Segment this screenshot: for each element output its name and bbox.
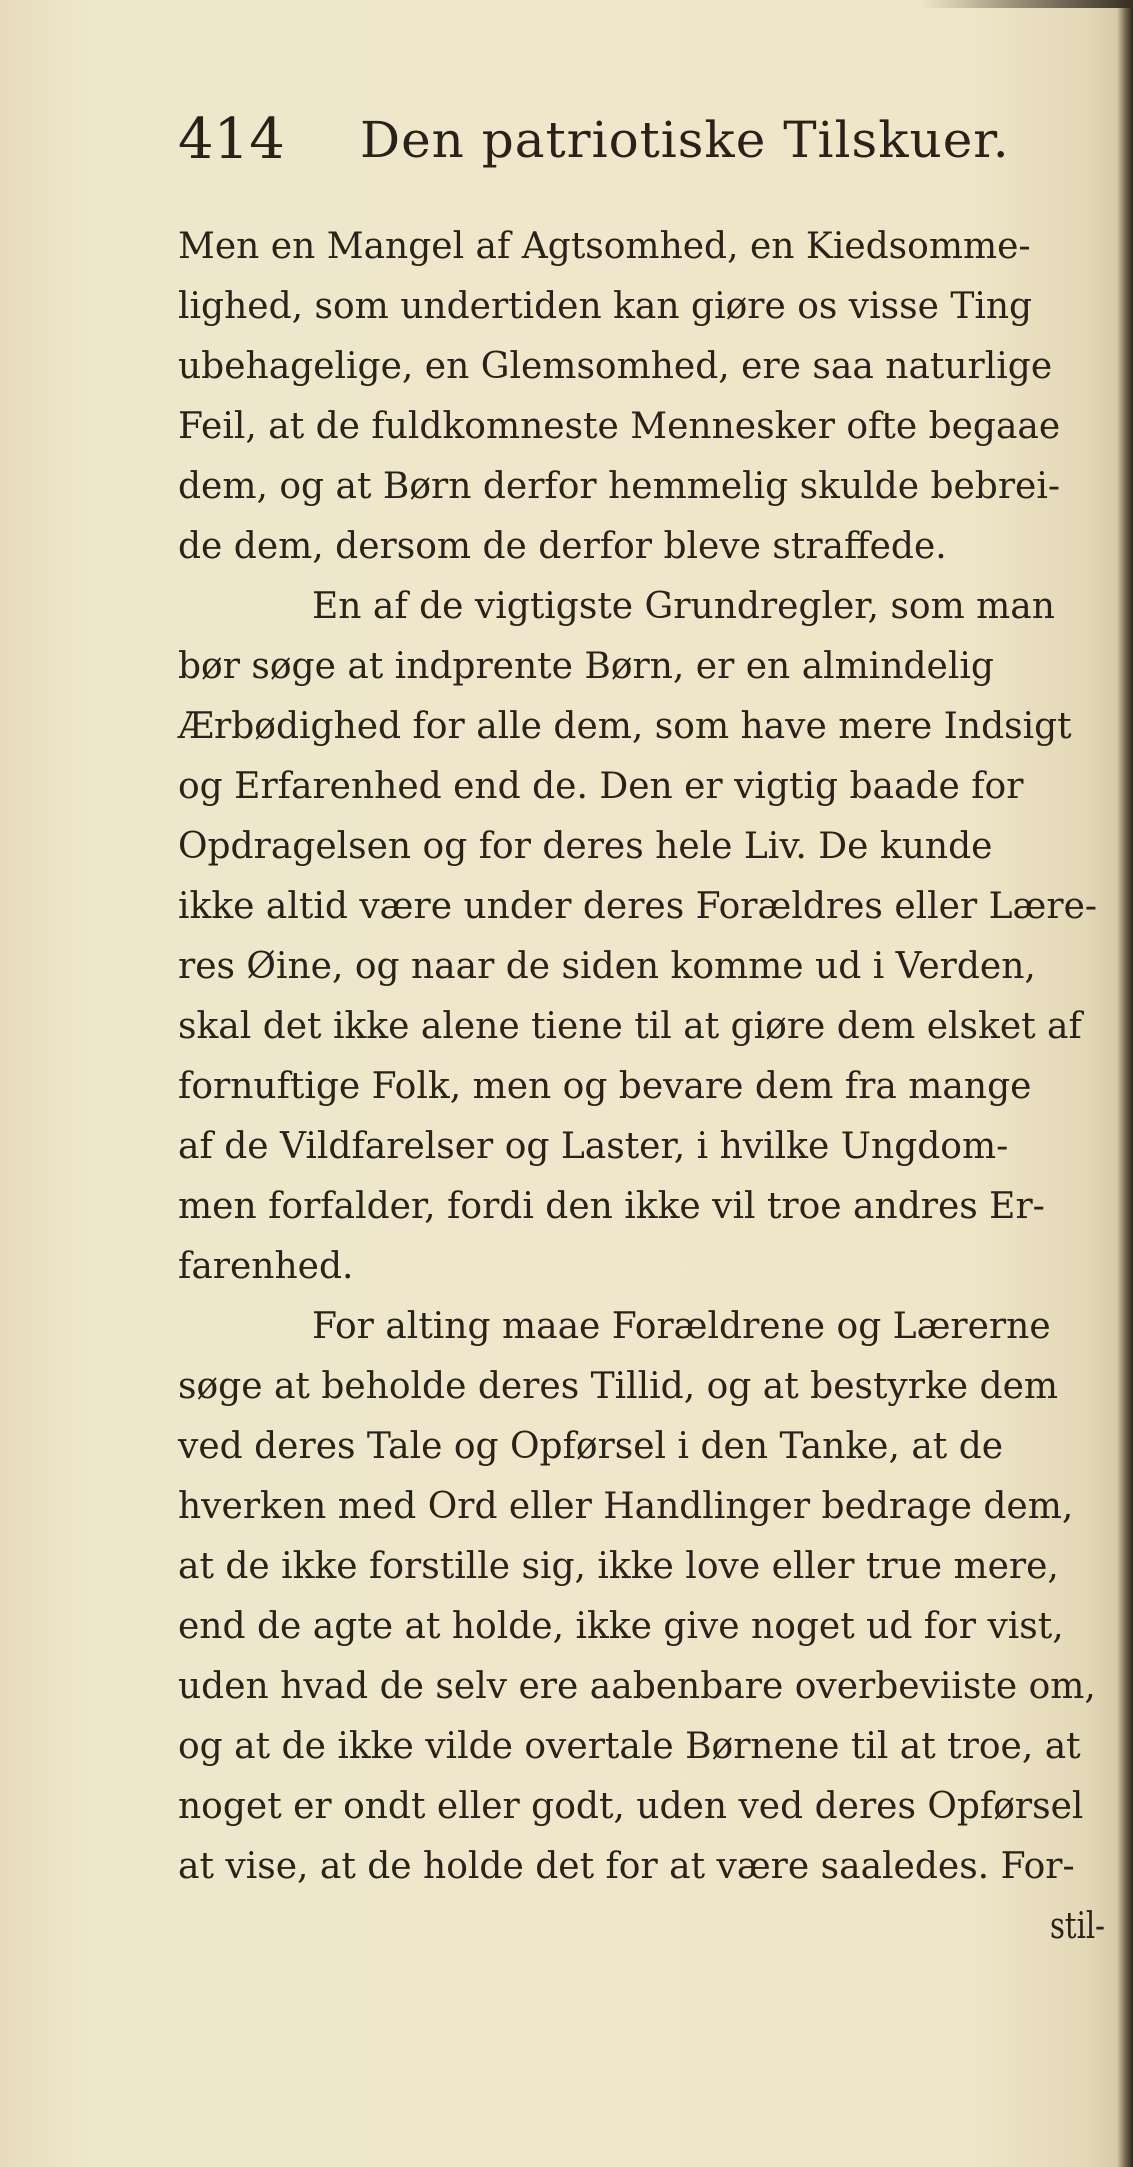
catchword: stil- xyxy=(1050,1906,1106,1947)
text-line: skal det ikke alene tiene til at giøre dem elsket af xyxy=(178,1006,1082,1047)
text-line: dem, og at Børn derfor hemmelig skulde bebrei- xyxy=(178,466,1061,507)
page-number: 414 xyxy=(178,107,285,172)
text-line: end de agte at holde, ikke give noget ud for vist, xyxy=(178,1606,1064,1647)
page-edge-shadow xyxy=(1117,0,1133,2167)
paragraph-start-line: For alting maae Forældrene og Lærerne xyxy=(312,1306,1051,1347)
text-line: at de ikke forstille sig, ikke love eller true mere, xyxy=(178,1546,1059,1587)
paragraph-start-line: En af de vigtigste Grundregler, som man xyxy=(312,586,1055,627)
page-header xyxy=(178,100,1018,180)
page-corner-shadow xyxy=(920,0,1133,8)
running-head: Den patriotiske Tilskuer. xyxy=(360,111,1010,169)
text-line: farenhed. xyxy=(178,1246,354,1287)
text-line: men forfalder, fordi den ikke vil troe andres Er- xyxy=(178,1186,1045,1227)
text-line: søge at beholde deres Tillid, og at bestyrke dem xyxy=(178,1366,1059,1407)
text-line: ikke altid være under deres Forældres eller Lære- xyxy=(178,886,1098,927)
text-line: ved deres Tale og Opførsel i den Tanke, at de xyxy=(178,1426,1004,1467)
text-line: res Øine, og naar de siden komme ud i Verden, xyxy=(178,946,1036,987)
text-line: fornuftige Folk, men og bevare dem fra mange xyxy=(178,1066,1032,1107)
text-line: noget er ondt eller godt, uden ved deres Opførsel xyxy=(178,1786,1084,1827)
text-line: at vise, at de holde det for at være saaledes. For- xyxy=(178,1846,1075,1887)
text-line: bør søge at indprente Børn, er en almindelig xyxy=(178,646,994,687)
text-line: uden hvad de selv ere aabenbare overbeviiste om, xyxy=(178,1666,1096,1707)
text-line: af de Vildfarelser og Laster, i hvilke Ungdom- xyxy=(178,1126,1009,1167)
text-line: Men en Mangel af Agtsomhed, en Kiedsomme- xyxy=(178,226,1031,267)
text-line: Opdragelsen og for deres hele Liv. De kunde xyxy=(178,826,993,867)
text-line: og Erfarenhed end de. Den er vigtig baade for xyxy=(178,766,1024,807)
text-line: og at de ikke vilde overtale Børnene til at troe, at xyxy=(178,1726,1081,1767)
text-line: hverken med Ord eller Handlinger bedrage dem, xyxy=(178,1486,1074,1527)
text-line: Feil, at de fuldkomneste Mennesker ofte begaae xyxy=(178,406,1061,447)
text-line: ubehagelige, en Glemsomhed, ere saa naturlige xyxy=(178,346,1053,387)
text-line: de dem, dersom de derfor bleve straffede. xyxy=(178,526,947,567)
text-line: Ærbødighed for alle dem, som have mere Indsigt xyxy=(178,706,1072,747)
text-line: lighed, som undertiden kan giøre os visse Ting xyxy=(178,286,1033,327)
